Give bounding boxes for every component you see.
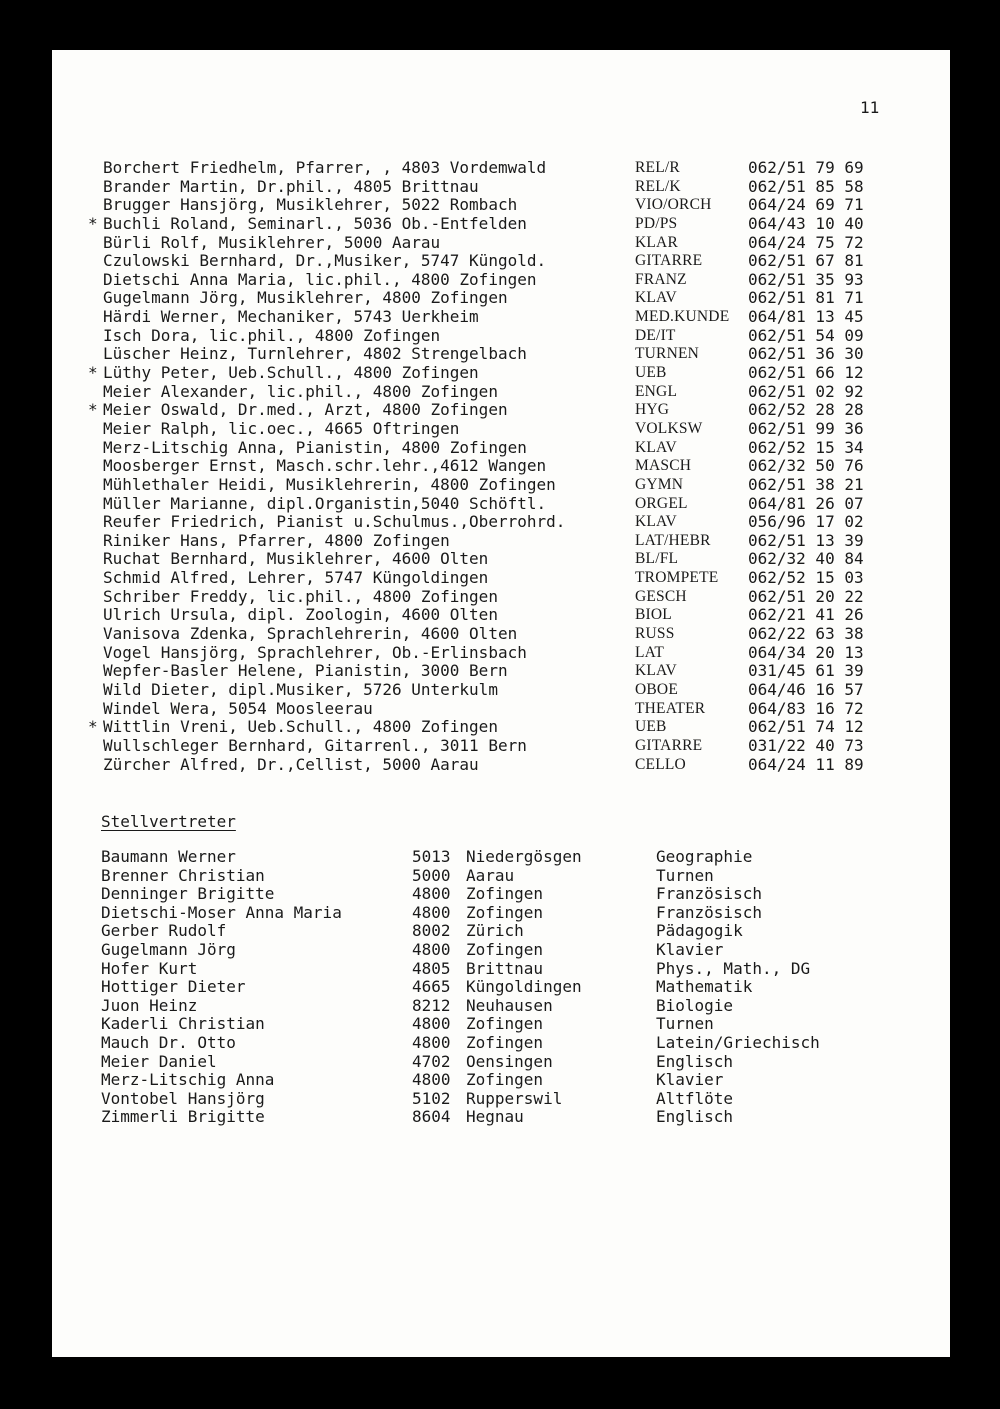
staff-subject: PD/PS [635, 214, 678, 232]
deputy-town: Zofingen [466, 939, 544, 959]
staff-subject: GITARRE [635, 736, 703, 754]
deputy-name: Hofer Kurt [101, 958, 198, 978]
deputy-town: Hegnau [466, 1107, 524, 1127]
staff-entry: Wittlin Vreni, Ueb.Schull., 4800 Zofingen [103, 717, 498, 737]
staff-subject: UEB [635, 718, 667, 736]
staff-entry: Borchert Friedhelm, Pfarrer, , 4803 Vordemwald [103, 158, 547, 177]
staff-entry: Brander Martin, Dr.phil., 4805 Brittnau [103, 176, 479, 196]
deputy-subject: Englisch [656, 1051, 734, 1071]
deputy-town: Oensingen [466, 1051, 553, 1071]
staff-subject: BL/FL [635, 550, 679, 568]
deputy-town: Neuhausen [466, 995, 553, 1015]
staff-subject: KLAV [635, 438, 677, 456]
staff-entry: Bürli Rolf, Musiklehrer, 5000 Aarau [103, 232, 441, 252]
staff-entry: Wepfer-Basler Helene, Pianistin, 3000 Bern [103, 661, 508, 681]
deputy-name: Juon Heinz [101, 995, 198, 1015]
staff-entry: Wild Dieter, dipl.Musiker, 5726 Unterkulm [103, 679, 498, 699]
staff-phone: 062/21 41 26 [748, 605, 864, 625]
deputy-town: Zofingen [466, 902, 544, 922]
staff-entry: Mühlethaler Heidi, Musiklehrerin, 4800 Zofingen [103, 474, 556, 494]
deputy-name: Hottiger Dieter [101, 977, 246, 997]
staff-entry: Vanisova Zdenka, Sprachlehrerin, 4600 Olten [103, 624, 518, 644]
deputy-name: Meier Daniel [101, 1051, 217, 1071]
staff-subject: LAT [635, 643, 665, 661]
staff-entry: Ulrich Ursula, dipl. Zoologin, 4600 Olten [103, 605, 498, 625]
deputy-subject: Französisch [656, 884, 762, 904]
deputy-subject: Phys., Math., DG [656, 958, 811, 978]
staff-entry: Wullschleger Bernhard, Gitarrenl., 3011 Bern [103, 735, 527, 755]
staff-subject: GITARRE [635, 252, 703, 270]
staff-entry: Ruchat Bernhard, Musiklehrer, 4600 Olten [103, 549, 489, 569]
page-number: 11 [860, 98, 880, 117]
staff-subject: CELLO [635, 755, 686, 773]
staff-phone: 062/22 63 38 [748, 624, 864, 644]
deputy-postcode: 4800 [412, 1032, 451, 1052]
deputy-town: Zürich [466, 921, 524, 941]
staff-phone: 064/24 69 71 [748, 195, 864, 215]
deputy-name: Vontobel Hansjörg [101, 1088, 265, 1108]
staff-entry: Lüscher Heinz, Turnlehrer, 4802 Strengelbach [103, 344, 527, 364]
deputy-town: Zofingen [466, 1014, 544, 1034]
staff-subject: KLAV [635, 289, 677, 307]
deputy-postcode: 5102 [412, 1088, 451, 1108]
staff-entry: Merz-Litschig Anna, Pianistin, 4800 Zofingen [103, 437, 527, 457]
staff-entry: Gugelmann Jörg, Musiklehrer, 4800 Zofingen [103, 288, 508, 308]
deputy-subject: Pädagogik [656, 921, 743, 941]
staff-phone: 064/83 16 72 [748, 698, 864, 718]
deputy-town: Zofingen [466, 884, 544, 904]
deputy-name: Baumann Werner [101, 847, 236, 866]
staff-entry: Windel Wera, 5054 Moosleerau [103, 698, 373, 718]
staff-entry: Meier Ralph, lic.oec., 4665 Oftringen [103, 418, 460, 438]
deputy-name: Gugelmann Jörg [101, 939, 236, 959]
staff-marker: * [88, 717, 98, 737]
staff-subject: UEB [635, 364, 667, 382]
staff-subject: GYMN [635, 475, 684, 493]
section-heading-stellvertreter: Stellvertreter [101, 812, 236, 831]
staff-marker: * [88, 213, 98, 233]
deputy-subject: Klavier [656, 939, 724, 959]
deputy-postcode: 4800 [412, 902, 451, 922]
deputy-name: Merz-Litschig Anna [101, 1070, 275, 1090]
deputy-subject: Klavier [656, 1070, 724, 1090]
staff-phone: 062/52 28 28 [748, 400, 864, 420]
staff-subject: DE/IT [635, 326, 676, 344]
staff-subject: VIO/ORCH [635, 196, 712, 214]
deputy-postcode: 8002 [412, 921, 451, 941]
staff-phone: 062/32 40 84 [748, 549, 864, 569]
staff-subject: KLAV [635, 662, 677, 680]
staff-entry: Härdi Werner, Mechaniker, 5743 Uerkheim [103, 307, 479, 327]
deputy-postcode: 5013 [412, 847, 451, 866]
deputy-postcode: 4805 [412, 958, 451, 978]
staff-phone: 062/51 02 92 [748, 381, 864, 401]
deputy-town: Zofingen [466, 1032, 544, 1052]
staff-entry: Meier Oswald, Dr.med., Arzt, 4800 Zofingen [103, 400, 508, 420]
staff-phone: 064/81 13 45 [748, 307, 864, 327]
deputy-postcode: 4800 [412, 884, 451, 904]
staff-phone: 031/45 61 39 [748, 661, 864, 681]
staff-phone: 062/51 74 12 [748, 717, 864, 737]
staff-entry: Dietschi Anna Maria, lic.phil., 4800 Zofingen [103, 269, 537, 289]
deputy-town: Niedergösgen [466, 847, 582, 866]
deputy-name: Kaderli Christian [101, 1014, 265, 1034]
staff-entry: Buchli Roland, Seminarl., 5036 Ob.-Entfelden [103, 213, 527, 233]
deputy-subject: Mathematik [656, 977, 753, 997]
staff-phone: 062/51 35 93 [748, 269, 864, 289]
staff-subject: ORGEL [635, 494, 688, 512]
deputy-subject: Turnen [656, 865, 714, 885]
staff-phone: 062/51 13 39 [748, 530, 864, 550]
staff-entry: Meier Alexander, lic.phil., 4800 Zofingen [103, 381, 498, 401]
staff-phone: 062/52 15 03 [748, 568, 864, 588]
staff-phone: 031/22 40 73 [748, 735, 864, 755]
deputy-postcode: 8604 [412, 1107, 451, 1127]
staff-entry: Müller Marianne, dipl.Organistin,5040 Schöftl. [103, 493, 547, 513]
deputy-postcode: 4702 [412, 1051, 451, 1071]
staff-marker: * [88, 363, 98, 383]
staff-phone: 062/51 85 58 [748, 176, 864, 196]
staff-entry: Isch Dora, lic.phil., 4800 Zofingen [103, 325, 441, 345]
deputy-subject: Geographie [656, 847, 753, 866]
staff-subject: MED.KUNDE [635, 308, 730, 326]
staff-phone: 056/96 17 02 [748, 512, 864, 532]
deputy-postcode: 8212 [412, 995, 451, 1015]
staff-subject: BIOL [635, 606, 672, 624]
staff-entry: Brugger Hansjörg, Musiklehrer, 5022 Rombach [103, 195, 518, 215]
staff-entry: Moosberger Ernst, Masch.schr.lehr.,4612 Wangen [103, 456, 547, 476]
staff-phone: 062/51 67 81 [748, 251, 864, 271]
staff-phone: 062/51 81 71 [748, 288, 864, 308]
deputy-postcode: 4800 [412, 1070, 451, 1090]
staff-entry: Lüthy Peter, Ueb.Schull., 4800 Zofingen [103, 363, 479, 383]
staff-phone: 062/51 66 12 [748, 363, 864, 383]
staff-entry: Riniker Hans, Pfarrer, 4800 Zofingen [103, 530, 450, 550]
staff-subject: TURNEN [635, 345, 700, 363]
staff-phone: 062/51 79 69 [748, 158, 864, 177]
staff-entry: Schmid Alfred, Lehrer, 5747 Küngoldingen [103, 568, 489, 588]
deputy-postcode: 4800 [412, 939, 451, 959]
staff-subject: KLAR [635, 233, 678, 251]
staff-phone: 062/32 50 76 [748, 456, 864, 476]
staff-subject: KLAV [635, 513, 677, 531]
staff-phone: 062/51 36 30 [748, 344, 864, 364]
deputy-name: Dietschi-Moser Anna Maria [101, 902, 342, 922]
staff-subject: REL/R [635, 159, 680, 176]
staff-entry: Reufer Friedrich, Pianist u.Schulmus.,Oberrohrd. [103, 512, 566, 532]
deputy-town: Brittnau [466, 958, 544, 978]
deputy-subject: Englisch [656, 1107, 734, 1127]
staff-subject: REL/K [635, 177, 681, 195]
staff-subject: OBOE [635, 680, 678, 698]
staff-entry: Schriber Freddy, lic.phil., 4800 Zofingen [103, 586, 498, 606]
deputy-name: Zimmerli Brigitte [101, 1107, 265, 1127]
staff-entry: Vogel Hansjörg, Sprachlehrer, Ob.-Erlinsbach [103, 642, 527, 662]
deputy-name: Brenner Christian [101, 865, 265, 885]
deputy-subject: Biologie [656, 995, 734, 1015]
deputy-name: Gerber Rudolf [101, 921, 227, 941]
deputy-subject: Latein/Griechisch [656, 1032, 820, 1052]
staff-entry: Zürcher Alfred, Dr.,Cellist, 5000 Aarau [103, 754, 479, 774]
deputy-town: Aarau [466, 865, 515, 885]
deputy-subject: Turnen [656, 1014, 714, 1034]
staff-phone: 062/51 54 09 [748, 325, 864, 345]
staff-subject: MASCH [635, 457, 692, 475]
staff-subject: THEATER [635, 699, 706, 717]
deputy-town: Rupperswil [466, 1088, 563, 1108]
staff-subject: LAT/HEBR [635, 531, 711, 549]
deputy-name: Mauch Dr. Otto [101, 1032, 236, 1052]
staff-phone: 064/46 16 57 [748, 679, 864, 699]
deputy-postcode: 5000 [412, 865, 451, 885]
staff-subject: ENGL [635, 382, 678, 400]
staff-phone: 064/81 26 07 [748, 493, 864, 513]
staff-subject: RUSS [635, 625, 675, 643]
staff-phone: 062/51 38 21 [748, 474, 864, 494]
staff-marker: * [88, 400, 98, 420]
staff-phone: 064/43 10 40 [748, 213, 864, 233]
deputy-subject: Altflöte [656, 1088, 734, 1108]
deputy-town: Zofingen [466, 1070, 544, 1090]
deputy-town: Küngoldingen [466, 977, 582, 997]
staff-phone: 064/34 20 13 [748, 642, 864, 662]
deputy-postcode: 4665 [412, 977, 451, 997]
staff-subject: GESCH [635, 587, 687, 605]
staff-phone: 064/24 75 72 [748, 232, 864, 252]
staff-phone: 064/24 11 89 [748, 754, 864, 774]
deputy-subject: Französisch [656, 902, 762, 922]
staff-phone: 062/51 20 22 [748, 586, 864, 606]
staff-subject: TROMPETE [635, 569, 719, 587]
staff-phone: 062/51 99 36 [748, 418, 864, 438]
staff-phone: 062/52 15 34 [748, 437, 864, 457]
staff-entry: Czulowski Bernhard, Dr.,Musiker, 5747 Küngold. [103, 251, 547, 271]
deputy-postcode: 4800 [412, 1014, 451, 1034]
staff-subject: VOLKSW [635, 419, 703, 437]
staff-subject: HYG [635, 401, 670, 419]
deputy-name: Denninger Brigitte [101, 884, 275, 904]
staff-subject: FRANZ [635, 270, 687, 288]
